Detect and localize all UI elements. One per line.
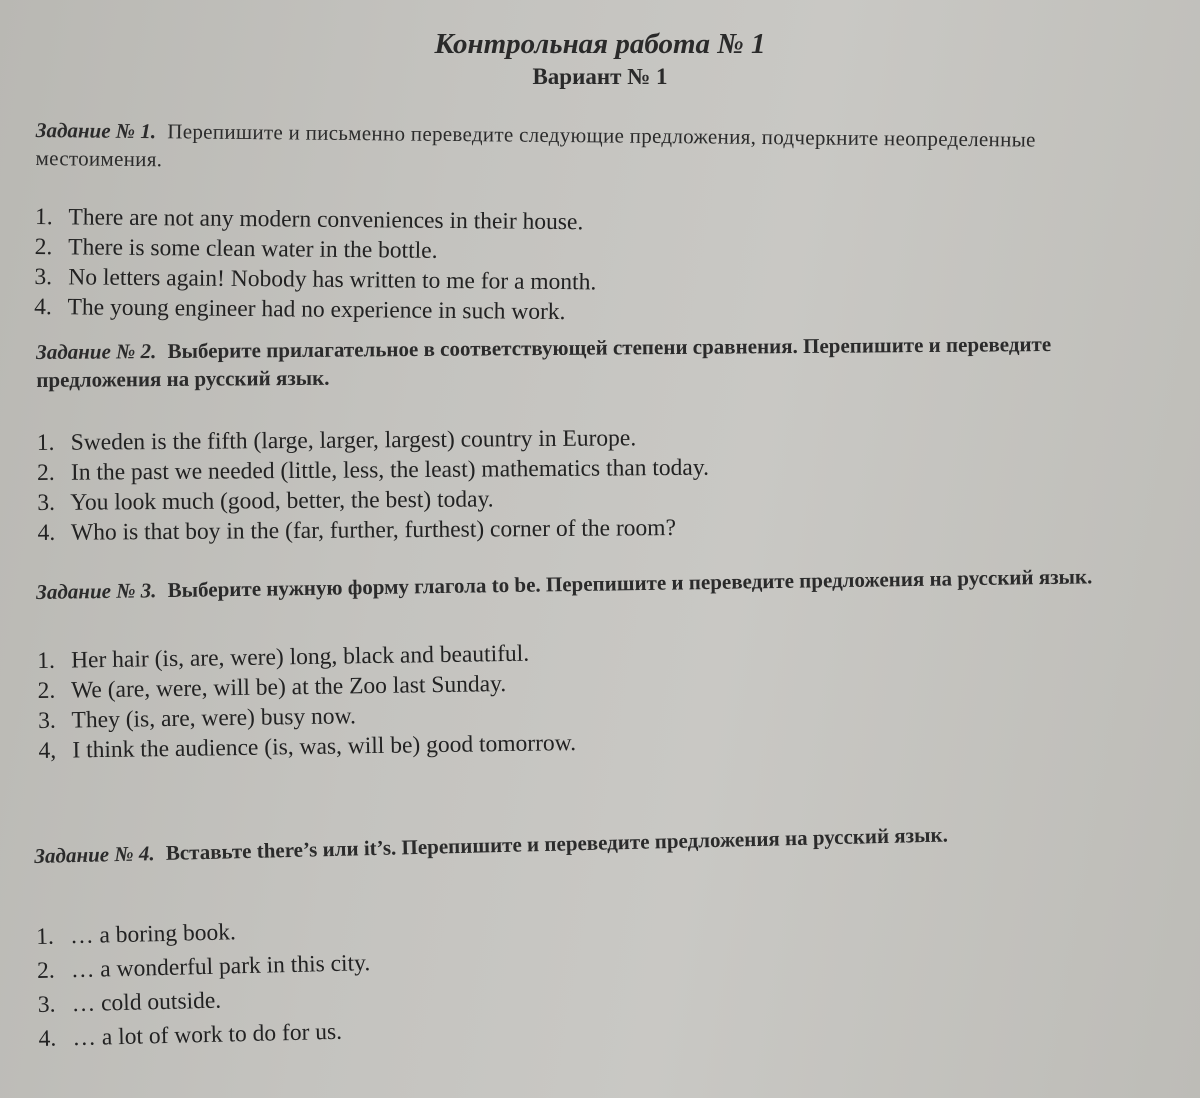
- item-text: Sweden is the fifth (large, larger, largest) country in Europe.: [70, 425, 637, 456]
- task-4-label: Задание № 4.: [34, 841, 155, 868]
- item-text: The young engineer had no experience in such work.: [67, 294, 566, 326]
- task-4: [34, 816, 1154, 1056]
- task-3: [36, 561, 1154, 766]
- task-2-instruction: Выберите прилагательное в соответствующей степени сравнения. Перепишите и переведите предложения на русский язык.: [36, 332, 1052, 392]
- item-number: 4,: [38, 737, 57, 764]
- task-1-label: Задание № 1.: [35, 117, 157, 144]
- item-text: They (is, are, were) busy now.: [71, 703, 357, 734]
- item-text: … cold outside.: [71, 987, 222, 1018]
- item-number: 4.: [34, 293, 52, 321]
- item-text: I think the audience (is, was, will be) good tomorrow.: [72, 730, 577, 764]
- item-text: … a lot of work to do for us.: [72, 1018, 343, 1052]
- variant-subtitle: Вариант № 1: [532, 64, 668, 89]
- task-4-instruction: Вставьте there’s или it’s. Перепишите и переведите предложения на русский язык.: [165, 822, 949, 865]
- task-4-heading: [34, 816, 1149, 870]
- item-number: 2.: [34, 233, 53, 261]
- item-number: 3.: [34, 263, 53, 291]
- task-3-instruction: Выберите нужную форму глагола to be. Перепишите и переведите предложения на русский язык.: [167, 564, 1093, 603]
- item-number: 2.: [37, 677, 56, 704]
- item-number: 3.: [37, 707, 56, 734]
- task-1: [34, 116, 1151, 333]
- item-number: 3.: [37, 991, 56, 1018]
- item-number: 4.: [38, 1025, 57, 1052]
- item-number: 3.: [37, 489, 56, 516]
- item-text: … a boring book.: [69, 919, 237, 950]
- task-1-instruction: Перепишите и письменно переведите следующие предложения, подчеркните неопределенные местоимения.: [35, 119, 1036, 172]
- task-2: [36, 329, 1153, 548]
- task-1-items: [34, 202, 1150, 333]
- task-3-items: [37, 629, 1154, 766]
- page-title: Контрольная работа № 1: [434, 28, 766, 60]
- task-2-label: Задание № 2.: [36, 339, 157, 364]
- sheet-header: [0, 26, 1200, 92]
- item-text: There is some clean water in the bottle.: [68, 234, 438, 264]
- item-text: … a wonderful park in this city.: [70, 950, 371, 984]
- task-3-label: Задание № 3.: [36, 578, 157, 604]
- item-number: 1.: [36, 429, 55, 456]
- item-number: 1.: [34, 203, 53, 231]
- task-2-heading: [36, 329, 1151, 394]
- item-text: Who is that boy in the (far, further, furthest) corner of the room?: [70, 514, 677, 546]
- item-text: In the past we needed (little, less, the least) mathematics than today.: [70, 454, 710, 486]
- item-text: Her hair (is, are, were) long, black and beautiful.: [70, 640, 530, 674]
- item-number: 1.: [37, 647, 56, 674]
- item-number: 2.: [36, 459, 55, 486]
- task-3-heading: [36, 561, 1151, 606]
- item-text: No letters again! Nobody has written to me for a month.: [68, 264, 597, 296]
- item-text: We (are, were, will be) at the Zoo last Sunday.: [70, 671, 507, 704]
- item-text: There are not any modern conveniences in their house.: [68, 204, 584, 236]
- task-1-heading: [35, 116, 1150, 183]
- item-text: You look much (good, better, the best) today.: [70, 486, 494, 516]
- task-4-items: [36, 894, 1154, 1056]
- task-2-items: [37, 419, 1153, 548]
- item-number: 2.: [36, 957, 55, 984]
- item-number: 1.: [35, 923, 55, 950]
- item-number: 4.: [37, 519, 56, 546]
